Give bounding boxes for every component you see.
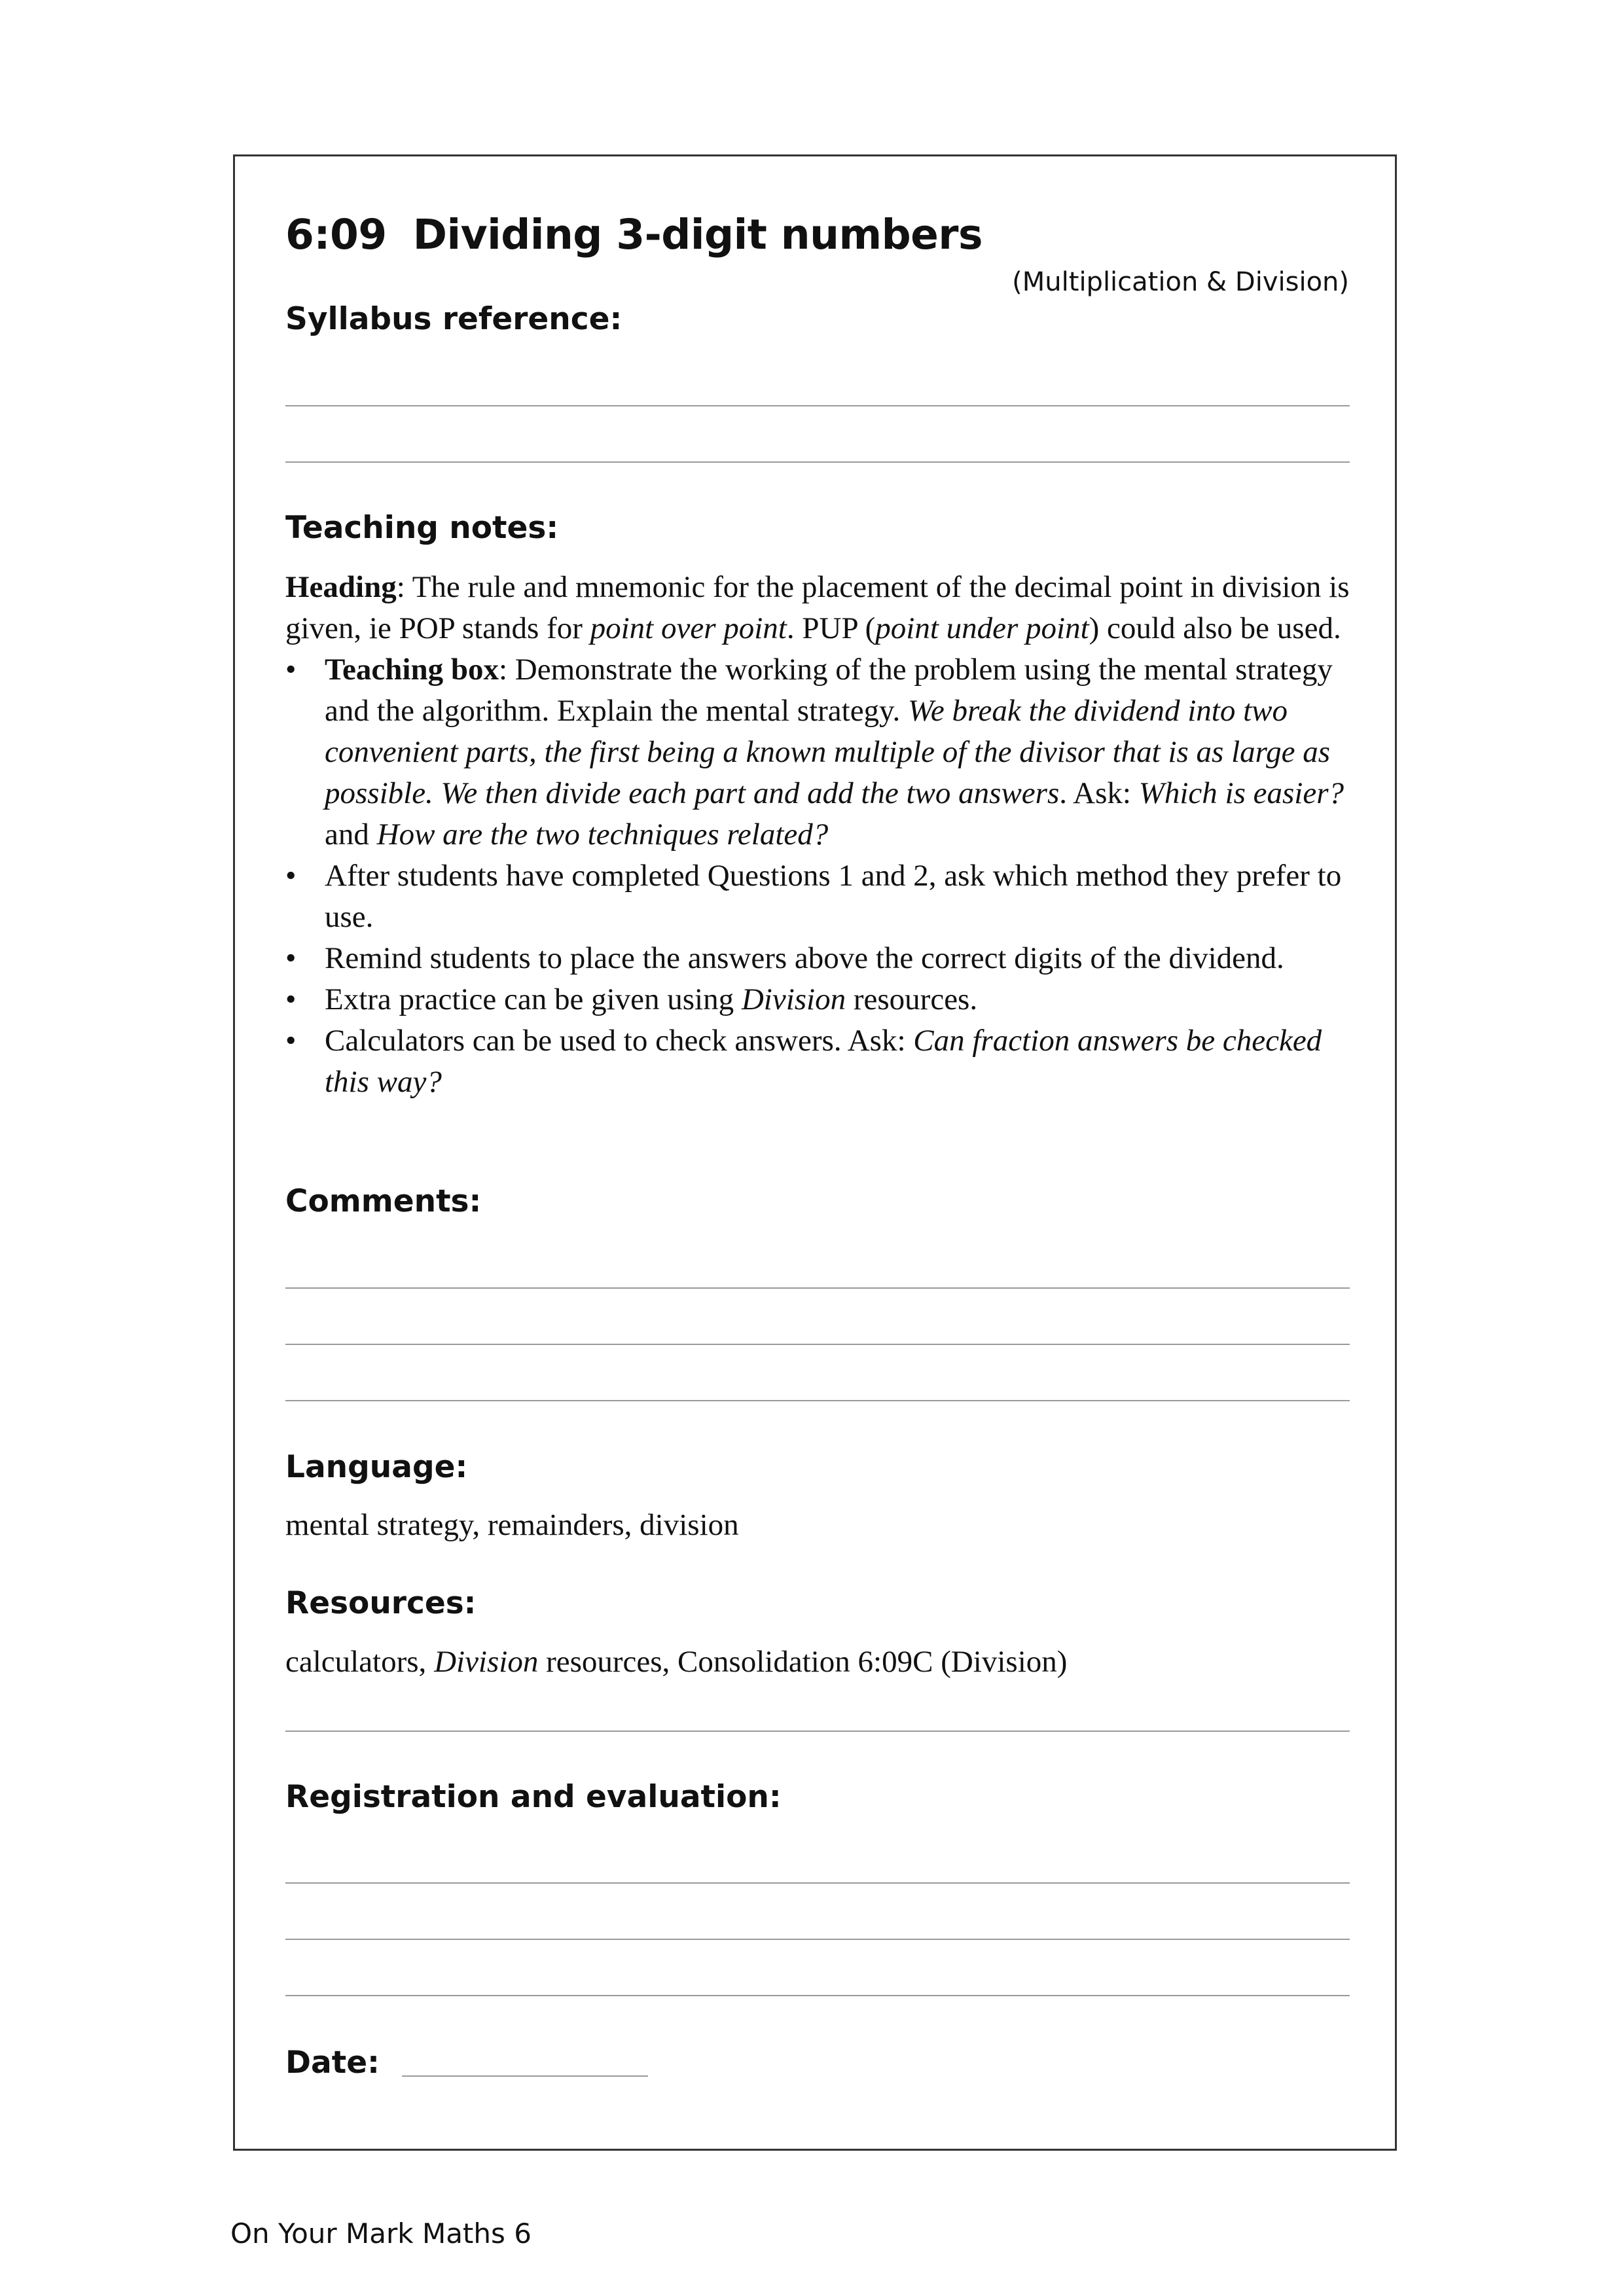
teaching-notes-body [285, 567, 1350, 1103]
page-title [285, 211, 983, 259]
item-text: . Ask: [1059, 776, 1139, 810]
lesson-number: 6:09 [285, 211, 387, 259]
footer-book-title: On Your Mark Maths 6 [230, 2217, 532, 2250]
bullet-icon: • [285, 859, 297, 893]
list-item [285, 979, 1350, 1020]
resources-text-2: resources, Consolidation 6:09C (Division) [538, 1645, 1068, 1679]
syllabus-line-1[interactable] [285, 405, 1350, 406]
heading-label: Heading [285, 570, 397, 604]
item-italic: We break the dividend into two convenient parts, the first being a known multiple of the divisor that is as large as possible. We then divide each part and add the two answers [325, 694, 1331, 810]
list-item [285, 855, 1350, 938]
teaching-notes-list [285, 649, 1350, 1103]
list-item [285, 1020, 1350, 1103]
date-heading: Date: [285, 2045, 380, 2081]
resources-text-1: calculators, [285, 1645, 435, 1679]
language-heading: Language: [285, 1449, 468, 1485]
resources-italic: Division [434, 1645, 539, 1679]
item-text: Extra practice can be given using [325, 982, 742, 1016]
item-text: : Demonstrate the working of the problem using the mental strategy and the algorithm. Explain the mental strategy. [325, 653, 1333, 728]
resources-line[interactable] [285, 1731, 1350, 1732]
page-frame [233, 154, 1397, 2151]
comments-line-1[interactable] [285, 1287, 1350, 1289]
item-text: Remind students to place the answers above the correct digits of the dividend. [325, 941, 1284, 975]
bullet-icon: • [285, 1024, 297, 1058]
item-italic: Division [741, 982, 846, 1016]
heading-text-2: . PUP ( [786, 611, 876, 645]
comments-line-2[interactable] [285, 1344, 1350, 1345]
bullet-icon: • [285, 653, 297, 687]
list-item [285, 649, 1350, 855]
resources-heading: Resources: [285, 1585, 477, 1621]
registration-line-3[interactable] [285, 1995, 1350, 1996]
topic-category: (Multiplication & Division) [1012, 267, 1349, 297]
syllabus-reference-heading: Syllabus reference: [285, 301, 623, 337]
teaching-notes-heading: Teaching notes: [285, 510, 559, 546]
comments-line-3[interactable] [285, 1400, 1350, 1401]
registration-heading: Registration and evaluation: [285, 1779, 782, 1815]
bullet-icon: • [285, 941, 297, 975]
language-text: mental strategy, remainders, division [285, 1508, 739, 1542]
heading-text-1: : The rule and mnemonic for the placement of the decimal point in division is given, ie POP stands for [285, 570, 1350, 645]
syllabus-line-2[interactable] [285, 461, 1350, 463]
teaching-box-label: Teaching box [325, 653, 499, 687]
list-item [285, 938, 1350, 979]
item-text: After students have completed Questions 1 and 2, ask which method they prefer to use. [325, 859, 1342, 934]
registration-line-1[interactable] [285, 1882, 1350, 1884]
heading-italic-1: point over point [590, 611, 787, 645]
date-line[interactable] [402, 2075, 648, 2077]
lesson-title: Dividing 3-digit numbers [412, 211, 983, 259]
item-italic: How are the two techniques related? [376, 817, 829, 852]
heading-italic-2: point under point [875, 611, 1089, 645]
heading-text-3: ) could also be used. [1089, 611, 1341, 645]
registration-line-2[interactable] [285, 1939, 1350, 1940]
comments-heading: Comments: [285, 1183, 482, 1219]
item-italic: Can fraction answers be checked this way? [325, 1024, 1322, 1099]
item-italic: Which is easier? [1138, 776, 1344, 810]
item-text: resources. [846, 982, 978, 1016]
item-text: Calculators can be used to check answers. Ask: [325, 1024, 914, 1058]
heading-paragraph [285, 567, 1350, 649]
item-text: and [325, 817, 377, 852]
bullet-icon: • [285, 982, 297, 1016]
resources-text [285, 1641, 1350, 1683]
